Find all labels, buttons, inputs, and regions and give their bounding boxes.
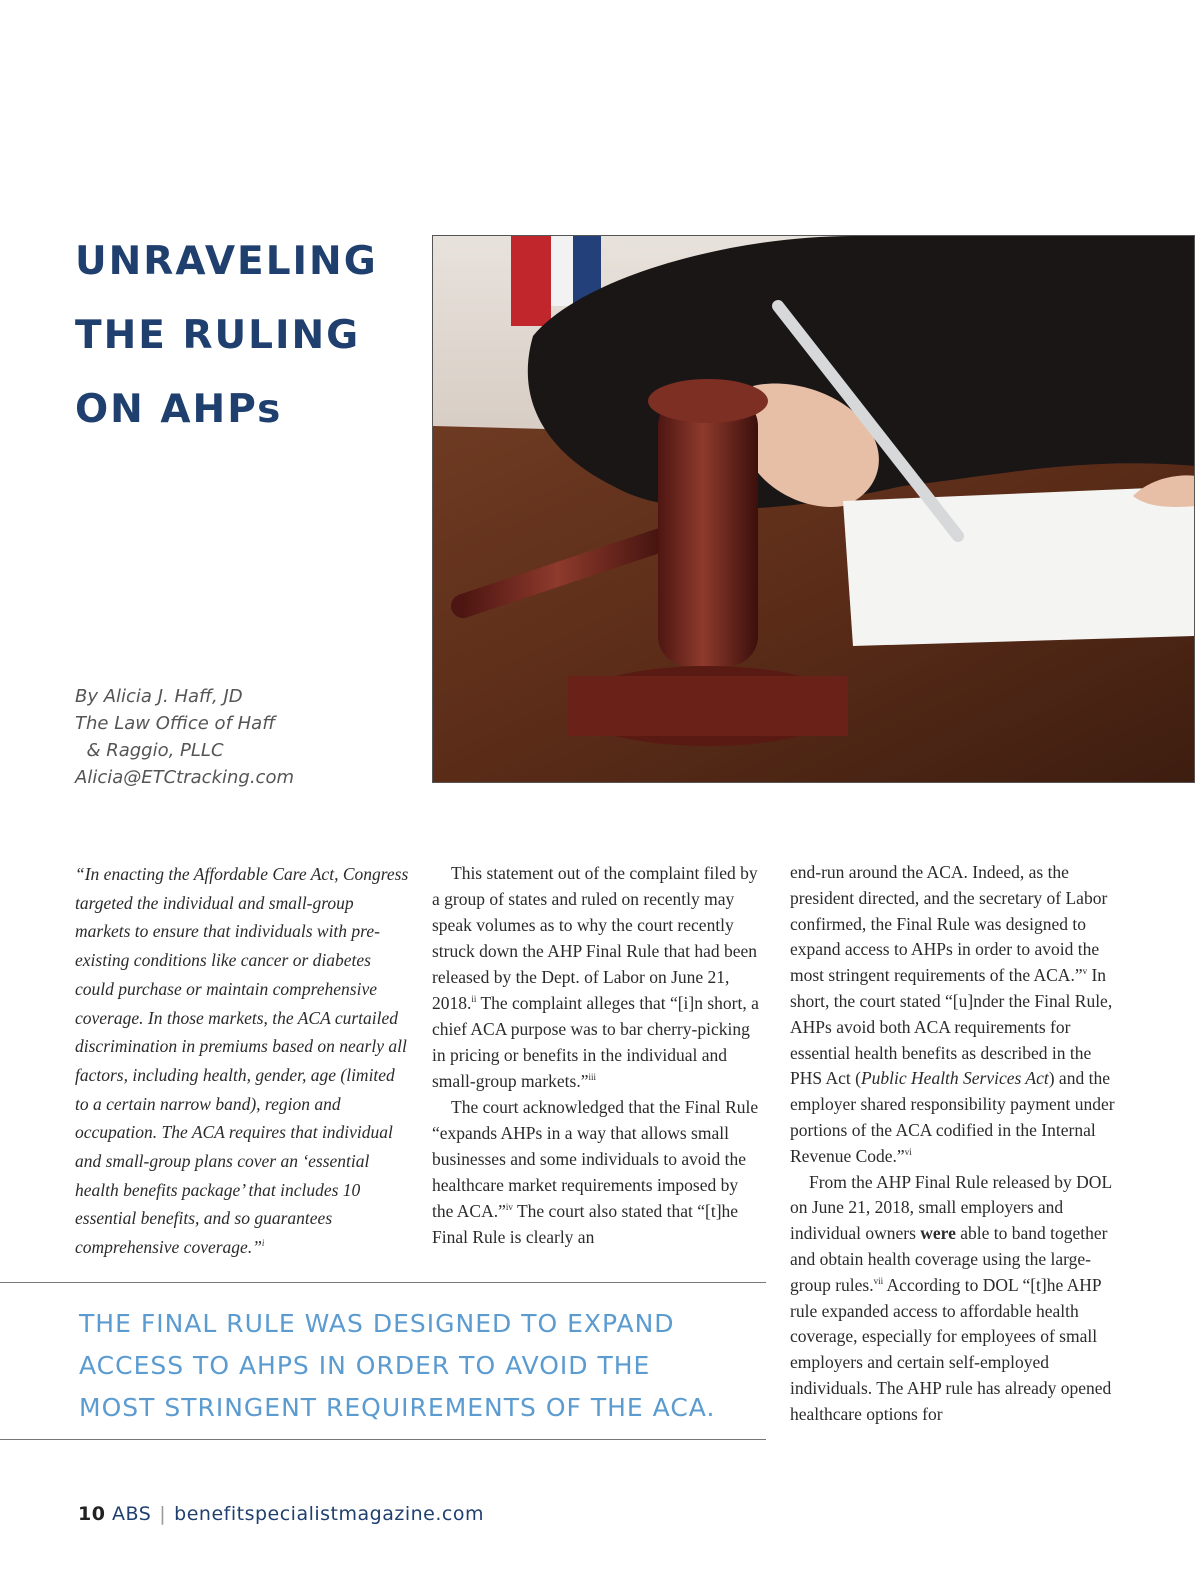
author-firm: The Law Office of Haff [75, 713, 276, 734]
page-footer [78, 1503, 484, 1525]
footnote-ref: vi [904, 1146, 912, 1157]
title-line: ON AHPs [75, 387, 283, 432]
article-title [75, 225, 415, 447]
paragraph: end-run around the ACA. Indeed, as the president directed, and the secretary of Labor confirmed, the Final Rule was designed to expand access to AHPs in order to avoid the most stringent requirements of the ACA.”$^v$ In short, the court stated “[u]nder the Final Rule, AHPs avoid both ACA requirements for essential health benefits as described in the PHS Act (Public Health Services Act) and the employer shared responsibility payment under portions of the ACA codified in the Internal Revenue Code.”$^{vi}$ [790, 862, 1115, 1166]
page-number: 10 [78, 1503, 106, 1525]
pull-quote-line: ACCESS TO AHPS IN ORDER TO AVOID THE [79, 1351, 651, 1380]
title-line: THE RULING [75, 313, 361, 358]
author-firm-cont: & Raggio, PLLC [75, 740, 224, 761]
byline [75, 683, 405, 791]
paragraph: The court acknowledged that the Final Rule “expands AHPs in a way that allows small businesses and some individuals to avoid the healthcare market requirements imposed by the ACA.”$^{iv}$ The court also stated that “[t]he Final Rule is clearly an [432, 1097, 759, 1247]
paragraph: From the AHP Final Rule released by DOL on June 21, 2018, small employers and individual owners were able to band together and obtain health coverage using the large-group rules.$^{vii}$ According to DOL “[t]he AHP rule expanded access to affordable health coverage, especially for employees of small employers and certain self-employed individuals. The AHP rule has already opened healthcare options for [790, 1171, 1112, 1424]
author-email[interactable]: Alicia@ETCtracking.com [75, 767, 294, 788]
footnote-ref: iv [505, 1202, 513, 1213]
publication-name: ABS [112, 1503, 152, 1525]
footnote-ref: ii [471, 994, 477, 1005]
pull-quote-line: MOST STRINGENT REQUIREMENTS OF THE ACA. [79, 1393, 716, 1422]
footnote-ref: v [1082, 966, 1088, 977]
column-3 [790, 860, 1120, 1428]
gavel-top [648, 379, 768, 423]
title-line: UNRAVELING [75, 239, 378, 284]
gavel-head [658, 396, 758, 666]
flag-red [511, 236, 551, 326]
website-link[interactable]: benefitspecialistmagazine.com [174, 1503, 484, 1525]
opening-quote: “In enacting the Affordable Care Act, Congress targeted the individual and small-group markets to ensure that individuals with pre-existing conditions like cancer or diabetes could purchase or maintain comprehensive coverage. In those markets, the ACA curtailed discrimination in premiums based on nearly all factors, including health, gender, age (limited to a certain narrow band), region and occupation. The ACA requires that individual and small-group plans cover an ‘essential health benefits package’ that includes 10 essential benefits, and so guarantees comprehensive coverage.”$^i$ [75, 864, 409, 1258]
sound-block-side [568, 676, 848, 736]
footnote-ref: iii [588, 1072, 596, 1083]
footer-separator: | [159, 1503, 167, 1525]
flag-white [551, 236, 573, 306]
judge-gavel-photo [432, 235, 1195, 783]
footnote-ref: i [261, 1238, 265, 1249]
footnote-ref: vii [873, 1275, 884, 1286]
author-name: By Alicia J. Haff, JD [75, 686, 243, 707]
pull-quote-line: THE FINAL RULE WAS DESIGNED TO EXPAND [79, 1309, 675, 1338]
column-2 [432, 860, 762, 1250]
pull-quote [0, 1282, 766, 1440]
paper [843, 486, 1195, 646]
paragraph: This statement out of the complaint filed by a group of states and ruled on recently may speak volumes as to why the court recently struck down the AHP Final Rule that had been released by the Dept. of Labor on June 21, 2018.$^{ii}$ The complaint alleges that “[i]n short, a chief ACA purpose was to bar cherry-picking in pricing or benefits in the individual and small-group markets.”$^{iii}$ [432, 863, 759, 1091]
photo-illustration [433, 236, 1195, 783]
column-1 [75, 860, 410, 1262]
